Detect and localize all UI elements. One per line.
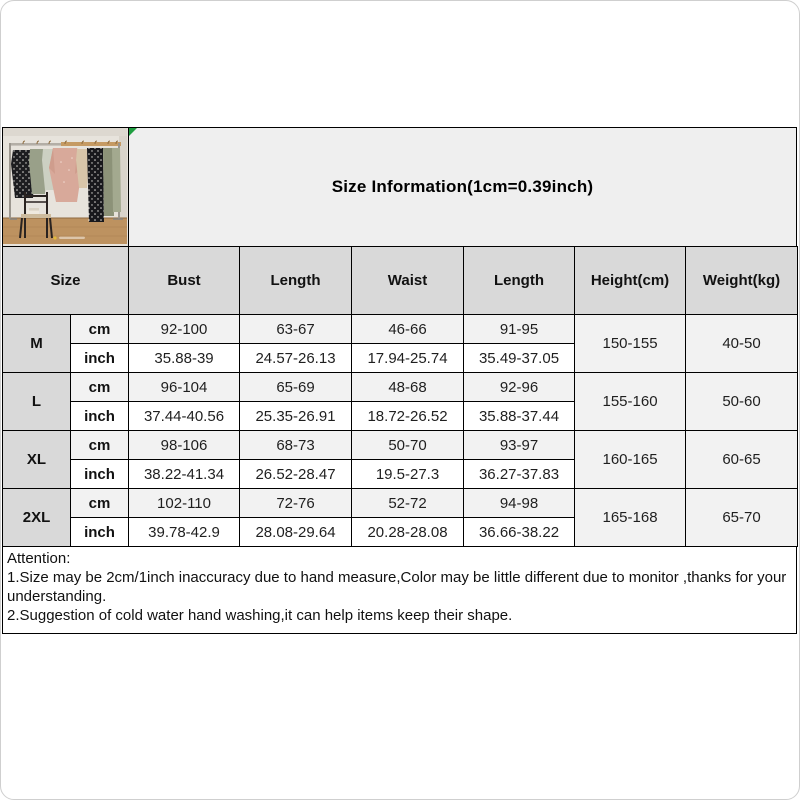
col-header-waist: Waist bbox=[352, 247, 464, 315]
value-cell: 20.28-28.08 bbox=[352, 518, 464, 547]
value-cell: 19.5-27.3 bbox=[352, 460, 464, 489]
height-cell: 165-168 bbox=[575, 489, 686, 547]
value-cell: 35.88-39 bbox=[129, 344, 240, 373]
unit-label-inch: inch bbox=[71, 460, 129, 489]
size-info-header bbox=[129, 128, 796, 246]
attention-line: understanding. bbox=[7, 588, 107, 605]
value-cell: 68-73 bbox=[240, 431, 352, 460]
product-photo bbox=[3, 128, 129, 246]
value-cell: 36.66-38.22 bbox=[464, 518, 575, 547]
attention-title: Attention: bbox=[7, 550, 71, 567]
col-header-bust: Bust bbox=[129, 247, 240, 315]
value-cell: 96-104 bbox=[129, 373, 240, 402]
unit-label-cm: cm bbox=[71, 489, 129, 518]
size-label-m: M bbox=[3, 315, 71, 373]
value-cell: 91-95 bbox=[464, 315, 575, 344]
table-row bbox=[3, 489, 798, 518]
value-cell: 38.22-41.34 bbox=[129, 460, 240, 489]
table-header-row bbox=[3, 247, 798, 315]
value-cell: 63-67 bbox=[240, 315, 352, 344]
value-cell: 72-76 bbox=[240, 489, 352, 518]
size-chart-sheet bbox=[2, 127, 797, 634]
unit-label-cm: cm bbox=[71, 431, 129, 460]
size-table bbox=[2, 246, 798, 547]
col-header-size: Size bbox=[3, 247, 129, 315]
value-cell: 28.08-29.64 bbox=[240, 518, 352, 547]
value-cell: 93-97 bbox=[464, 431, 575, 460]
weight-cell: 50-60 bbox=[686, 373, 798, 431]
clothing-rack-illustration bbox=[3, 128, 127, 244]
value-cell: 35.88-37.44 bbox=[464, 402, 575, 431]
top-row bbox=[2, 127, 797, 246]
size-label-xl: XL bbox=[3, 431, 71, 489]
value-cell: 36.27-37.83 bbox=[464, 460, 575, 489]
value-cell: 25.35-26.91 bbox=[240, 402, 352, 431]
unit-label-inch: inch bbox=[71, 344, 129, 373]
value-cell: 92-100 bbox=[129, 315, 240, 344]
value-cell: 94-98 bbox=[464, 489, 575, 518]
col-header-length: Length bbox=[240, 247, 352, 315]
attention-line: 1.Size may be 2cm/1inch inaccuracy due to hand measure,Color may be little different due to monitor ,thanks for your bbox=[7, 569, 787, 586]
weight-cell: 60-65 bbox=[686, 431, 798, 489]
weight-cell: 40-50 bbox=[686, 315, 798, 373]
table-row bbox=[3, 373, 798, 402]
value-cell: 37.44-40.56 bbox=[129, 402, 240, 431]
col-header-weight: Weight(kg) bbox=[686, 247, 798, 315]
height-cell: 155-160 bbox=[575, 373, 686, 431]
table-row bbox=[3, 431, 798, 460]
value-cell: 35.49-37.05 bbox=[464, 344, 575, 373]
value-cell: 102-110 bbox=[129, 489, 240, 518]
attention-line: 2.Suggestion of cold water hand washing,it can help items keep their shape. bbox=[7, 607, 513, 624]
weight-cell: 65-70 bbox=[686, 489, 798, 547]
value-cell: 65-69 bbox=[240, 373, 352, 402]
unit-label-inch: inch bbox=[71, 402, 129, 431]
col-header-length2: Length bbox=[464, 247, 575, 315]
value-cell: 48-68 bbox=[352, 373, 464, 402]
value-cell: 92-96 bbox=[464, 373, 575, 402]
unit-label-cm: cm bbox=[71, 315, 129, 344]
table-row bbox=[3, 315, 798, 344]
value-cell: 24.57-26.13 bbox=[240, 344, 352, 373]
value-cell: 17.94-25.74 bbox=[352, 344, 464, 373]
value-cell: 50-70 bbox=[352, 431, 464, 460]
size-label-l: L bbox=[3, 373, 71, 431]
height-cell: 150-155 bbox=[575, 315, 686, 373]
value-cell: 18.72-26.52 bbox=[352, 402, 464, 431]
value-cell: 98-106 bbox=[129, 431, 240, 460]
value-cell: 46-66 bbox=[352, 315, 464, 344]
value-cell: 39.78-42.9 bbox=[129, 518, 240, 547]
value-cell: 26.52-28.47 bbox=[240, 460, 352, 489]
value-cell: 52-72 bbox=[352, 489, 464, 518]
size-label-2xl: 2XL bbox=[3, 489, 71, 547]
col-header-height: Height(cm) bbox=[575, 247, 686, 315]
unit-label-cm: cm bbox=[71, 373, 129, 402]
attention-section bbox=[2, 547, 797, 634]
corner-marker-icon bbox=[129, 128, 137, 136]
height-cell: 160-165 bbox=[575, 431, 686, 489]
unit-label-inch: inch bbox=[71, 518, 129, 547]
page-title: Size Information(1cm=0.39inch) bbox=[331, 177, 594, 196]
